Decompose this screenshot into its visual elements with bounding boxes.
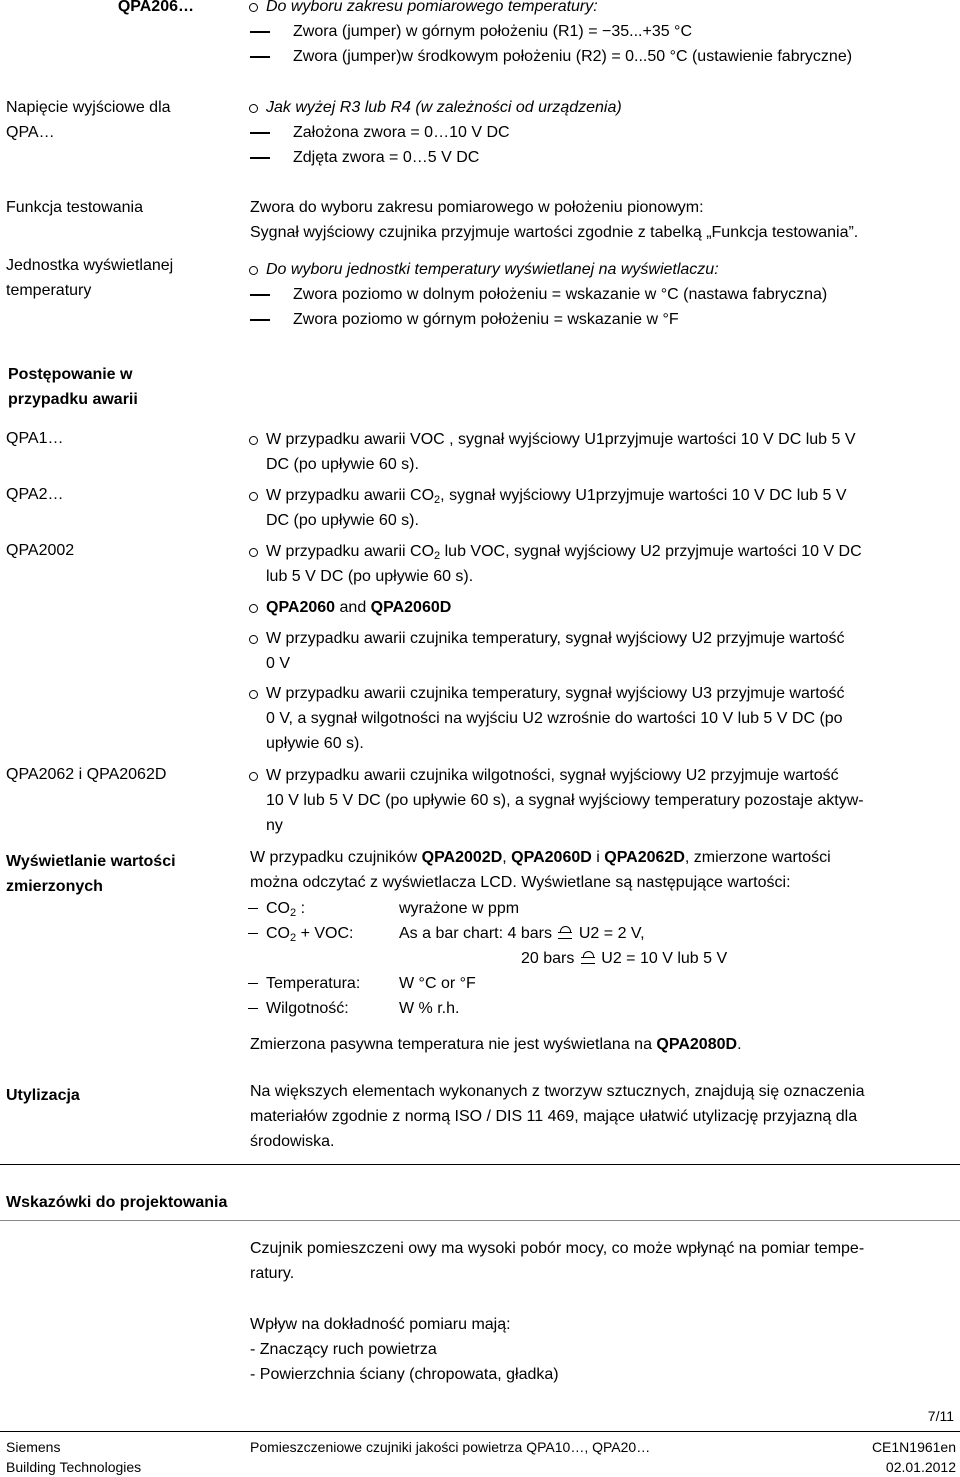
model-name: QPA2060D [370,599,452,616]
display-row-co2-value: wyrażone w ppm [399,900,520,917]
display-values-intro [250,845,950,895]
text-part: , [502,849,512,866]
dash-jumper-r1: Zwora (jumper) w górnym położeniu (R1) = −35...+35 °C [247,19,960,44]
display-row-temperature-value: W °C or °F [399,975,476,992]
text-line: Wpływ na dokładność pomiaru mają: [250,1316,511,1333]
text-line: Na większych elementach wykonanych z tworzyw sztucznych, znajdują się oznaczenia [250,1083,865,1100]
dash-jumper-r2: Zwora (jumper)w środkowym położeniu (R2) = 0...50 °C (ustawienie fabryczne) [247,44,960,69]
heading-line: przypadku awarii [8,391,138,408]
text-line: - Powierzchnia ściany (chropowata, gładka) [250,1366,559,1383]
bullet-qpa2-failure [248,483,956,533]
design-notes-paragraph-2 [250,1312,950,1387]
display-row-humidity-name: Wilgotność: [248,996,349,1021]
text-line: Czujnik pomieszczeni owy ma wysoki pobór mocy, co może wpłynąć na pomiar tempe- [250,1240,865,1257]
bullet-qpa2062-failure [248,763,956,838]
text-part: CO [266,925,290,942]
text-line: ny [266,817,283,834]
test-function-text [250,195,950,245]
text-line: W przypadku awarii czujnika temperatury, sygnał wyjściowy U2 przyjmuje wartość [266,630,845,647]
label-line: QPA… [6,124,55,141]
dash-unit-fahrenheit: Zwora poziomo w górnym położeniu = wskazanie w °F [247,307,960,332]
display-row-co2-voc-value2 [521,946,727,971]
footer-company [6,1437,141,1477]
label-line: Jednostka wyświetlanej [6,257,174,274]
text-part: lub VOC, sygnał wyjściowy U2 przyjmuje wartości 10 V DC [440,543,862,560]
text-line: upływie 60 s). [266,735,364,752]
heading-line: Postępowanie w [8,366,133,383]
display-row-temperature-name: Temperatura: [248,971,360,996]
display-row-co2-name [248,896,305,921]
section-label-display-unit [6,253,216,303]
bullet-display-unit: Do wyboru jednostki temperatury wyświetlanej na wyświetlaczu: [248,257,956,282]
text-line: W przypadku awarii czujnika wilgotności, sygnał wyjściowy U2 przyjmuje wartość [266,767,839,784]
model-name: QPA2060 [266,599,336,616]
section-label-output-voltage [6,95,216,145]
bullet-output-voltage: Jak wyżej R3 lub R4 (w zależności od urządzenia) [248,95,956,120]
text-part: As a bar chart: 4 bars [399,925,552,942]
bullet-qpa2002-failure [248,539,956,589]
text-part: i [591,849,605,866]
text-line: można odczytać z wyświetlacza LCD. Wyświetlane są następujące wartości: [250,874,791,891]
bullet-qpa2060-temp-u2 [248,626,956,676]
text-part: , zmierzone wartości [684,849,831,866]
text-line: Sygnał wyjściowy czujnika przyjmuje wartości zgodnie z tabelką „Funkcja testowania”. [250,224,859,241]
label-qpa1: QPA1… [6,430,64,447]
text-part: W przypadku awarii CO [266,487,435,504]
text-line: 0 V [266,655,291,672]
section-label-qpa206: QPA206… [117,0,194,15]
dash-jumper-on: Założona zwora = 0…10 V DC [247,120,960,145]
page-number: 7/11 [927,1408,954,1424]
bullet-qpa2060-temp-u3 [248,681,956,756]
text-part: , sygnał wyjściowy U1przyjmuje wartości 10 V DC lub 5 V [440,487,847,504]
text-part: : [296,900,306,917]
text-part: Zmierzona pasywna temperatura nie jest wyświetlana na [250,1036,657,1053]
section-heading-display-values [6,849,176,899]
text-line: ratury. [250,1265,295,1282]
display-values-note [250,1032,742,1057]
text-line: DC (po upływie 60 s). [266,456,419,473]
subscript: 2 [290,932,297,944]
text-line: 10 V lub 5 V DC (po upływie 60 s), a sygnał wyjściowy temperatury pozostaje aktyw- [266,792,864,809]
text-line: materiałów zgodnie z normą ISO / DIS 11 469, mające ułatwić utylizację przyjazną dla [250,1108,858,1125]
section-heading-disposal: Utylizacja [6,1087,80,1104]
heading-line: zmierzonych [6,878,103,895]
footer-doc-title: Pomieszczeniowe czujniki jakości powietrza QPA10…, QPA20… [250,1439,651,1455]
disposal-text [250,1079,950,1154]
doc-code: CE1N1961en [871,1439,956,1455]
text-line: 0 V, a sygnał wilgotności na wyjściu U2 wzrośnie do wartości 10 V lub 5 V DC (po [266,710,843,727]
model-name: QPA2080D [656,1036,738,1053]
text-line: DC (po upływie 60 s). [266,512,419,529]
dash-jumper-off: Zdjęta zwora = 0…5 V DC [247,145,960,170]
label-qpa2002: QPA2002 [6,542,75,559]
display-row-co2-voc-name [248,921,353,946]
display-row-co2-voc-value [399,921,645,946]
label-qpa2: QPA2… [6,486,64,503]
text-part: CO [266,900,290,917]
company-name: Siemens [6,1439,61,1455]
doc-date: 02.01.2012 [885,1459,956,1475]
display-row-humidity-value: W % r.h. [399,1000,460,1017]
section-divider [0,1164,960,1165]
text-line: W przypadku awarii czujnika temperatury, sygnał wyjściowy U3 przyjmuje wartość [266,685,845,702]
corresponds-icon [581,951,595,964]
company-division: Building Technologies [6,1459,142,1475]
text-line: W przypadku awarii VOC , sygnał wyjściowy U1przyjmuje wartości 10 V DC lub 5 V [266,431,856,448]
design-notes-paragraph-1 [250,1236,950,1286]
bullet-temp-range: Do wyboru zakresu pomiarowego temperatury: [248,0,956,19]
heading-underline [0,1220,960,1221]
text-part: 20 bars [521,950,575,967]
text-part: . [737,1036,742,1053]
label-line: temperatury [6,282,92,299]
bullet-qpa1-failure [248,427,956,477]
text-part: and [335,599,371,616]
text-part: + VOC: [296,925,354,942]
dash-unit-celsius: Zwora poziomo w dolnym położeniu = wskazanie w °C (nastawa fabryczna) [247,282,960,307]
subscript: 2 [434,550,441,562]
subscript: 2 [290,907,297,919]
text-line: środowiska. [250,1133,335,1150]
model-name: QPA2060D [511,849,592,866]
label-qpa2062: QPA2062 i QPA2062D [6,766,167,783]
model-name: QPA2062D [604,849,685,866]
text-part: U2 = 2 V, [578,925,645,942]
bullet-qpa2060-title [248,595,956,620]
section-heading-failure [8,362,138,412]
text-part: W przypadku czujników [250,849,422,866]
footer-divider [0,1431,960,1432]
text-part: W przypadku awarii CO [266,543,435,560]
model-name: QPA2002D [421,849,503,866]
heading-line: Wyświetlanie wartości [6,853,176,870]
corresponds-icon [558,926,572,939]
subscript: 2 [434,494,441,506]
text-part: U2 = 10 V lub 5 V [601,950,728,967]
text-line: - Znaczący ruch powietrza [250,1341,437,1358]
text-line: Zwora do wyboru zakresu pomiarowego w położeniu pionowym: [250,199,704,216]
section-heading-design-notes: Wskazówki do projektowania [6,1194,228,1211]
label-line: Napięcie wyjściowe dla [6,99,171,116]
section-label-test-function: Funkcja testowania [6,199,143,216]
footer-doc-info [872,1437,956,1477]
text-line: lub 5 V DC (po upływie 60 s). [266,568,474,585]
